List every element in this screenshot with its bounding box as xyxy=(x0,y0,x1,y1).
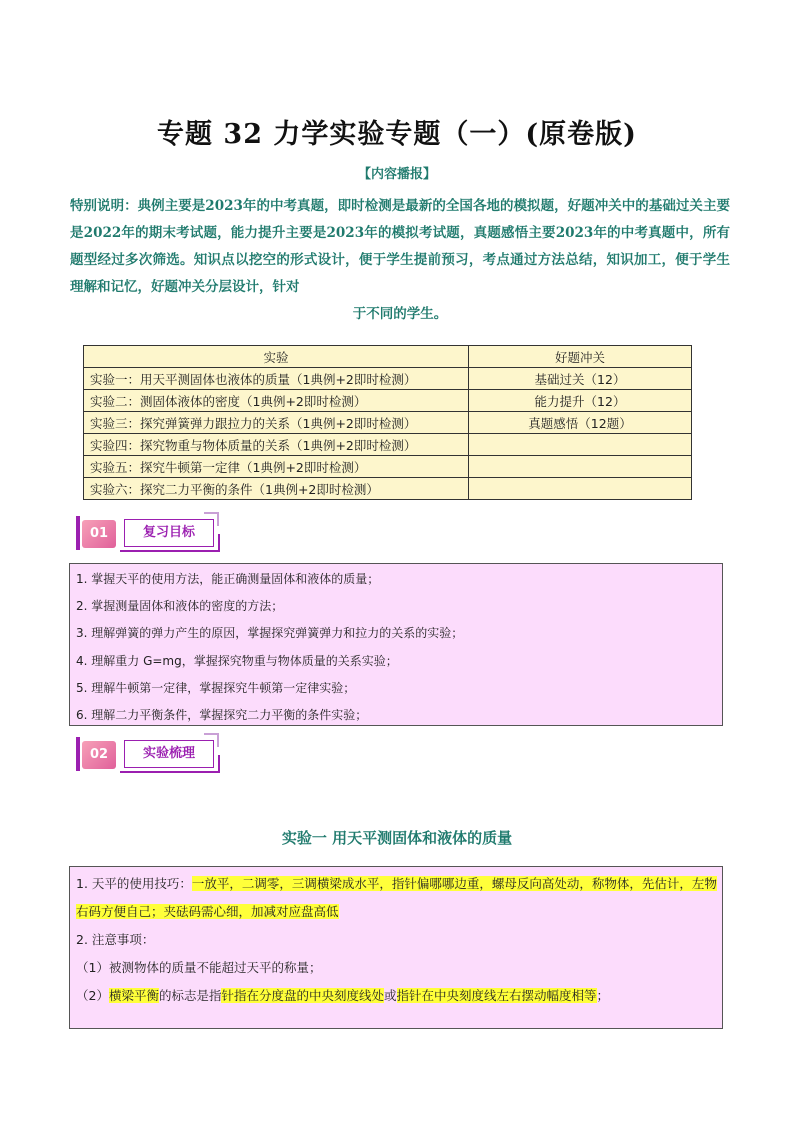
goal-item: 6. 理解二力平衡条件，掌握探究二力平衡的条件实验； xyxy=(76,707,368,722)
note-highlight: 针指在分度盘的中央刻度线处 xyxy=(221,988,384,1003)
balance-tips-line xyxy=(76,870,722,926)
decor-line xyxy=(217,512,219,526)
decor-line xyxy=(120,550,220,552)
section-bar xyxy=(76,516,80,550)
table-cell: 实验四：探究物重与物体质量的关系（1典例+2即时检测） xyxy=(84,434,469,456)
section-number-badge: 01 xyxy=(82,520,116,548)
decor-line xyxy=(217,733,219,747)
goal-item: 5. 理解牛顿第一定律，掌握探究牛顿第一定律实验； xyxy=(76,680,356,695)
table-cell xyxy=(469,456,692,478)
table-cell xyxy=(469,478,692,500)
section-header-review-goals xyxy=(74,512,234,556)
note-text: ； xyxy=(596,988,610,1003)
table-cell: 真题感悟（12题） xyxy=(469,412,692,434)
experiment-table xyxy=(83,345,692,500)
table-cell: 实验三：探究弹簧弹力跟拉力的关系（1典例+2即时检测） xyxy=(84,412,469,434)
tips-prefix: 1. 天平的使用技巧： xyxy=(76,876,192,891)
section-label: 复习目标 xyxy=(124,519,214,547)
table-row xyxy=(84,456,692,478)
table-cell: 实验一：用天平测固体也液体的质量（1典例+2即时检测） xyxy=(84,368,469,390)
table-header-row xyxy=(84,346,692,368)
table-row xyxy=(84,434,692,456)
section-number-badge: 02 xyxy=(82,741,116,769)
intro-paragraph xyxy=(70,193,730,328)
goal-item: 2. 掌握测量固体和液体的密度的方法； xyxy=(76,599,284,614)
section-bar xyxy=(76,737,80,771)
table-header-cell: 好题冲关 xyxy=(469,346,692,368)
note-text: （2） xyxy=(76,988,109,1003)
table-cell: 实验二：测固体液体的密度（1典例+2即时检测） xyxy=(84,390,469,412)
table-row xyxy=(84,368,692,390)
page-title: 专题 32 力学实验专题（一）(原卷版) xyxy=(157,119,637,150)
note-highlight: 横梁平衡 xyxy=(108,988,159,1003)
intro-last-line: 于不同的学生。 xyxy=(352,306,448,322)
decor-line xyxy=(120,771,220,773)
table-header-cell: 实验 xyxy=(84,346,469,368)
section-header-experiment-review xyxy=(74,733,234,777)
table-cell: 基础过关（12） xyxy=(469,368,692,390)
note-item: （1）被测物体的质量不能超过天平的称量； xyxy=(76,960,322,975)
note-item xyxy=(76,982,722,1010)
goal-item: 4. 理解重力 G=mg，掌握探究物重与物体质量的关系实验； xyxy=(76,653,398,668)
table-row xyxy=(84,412,692,434)
table-row xyxy=(84,478,692,500)
decor-line xyxy=(204,512,218,514)
table-cell: 实验六：探究二力平衡的条件（1典例+2即时检测） xyxy=(84,478,469,500)
note-text: 的标志是指 xyxy=(158,988,222,1003)
experiment-one-box xyxy=(69,866,723,1029)
decor-line xyxy=(204,733,218,735)
notes-heading: 2. 注意事项： xyxy=(76,932,155,947)
decor-line xyxy=(218,755,220,773)
section-label: 实验梳理 xyxy=(124,740,214,768)
tips-highlight: 一放平，二调零，三调横梁成水平，指针偏哪哪边重，螺母反向高处动，称物体，先估计，左物右码方便自己；夹砝码需心细，加减对应盘高低 xyxy=(76,876,717,919)
goal-item: 1. 掌握天平的使用方法，能正确测量固体和液体的质量； xyxy=(76,572,380,586)
table-row xyxy=(84,390,692,412)
experiment-one-title: 实验一 用天平测固体和液体的质量 xyxy=(281,829,513,847)
note-text: 或 xyxy=(384,988,397,1003)
decor-line xyxy=(218,534,220,552)
review-goals-box xyxy=(69,563,723,726)
table-cell xyxy=(469,434,692,456)
content-broadcast-heading: 【内容播报】 xyxy=(357,167,436,182)
note-highlight: 指针在中央刻度线左右摆动幅度相等 xyxy=(396,988,597,1003)
goal-item: 3. 理解弹簧的弹力产生的原因，掌握探究弹簧弹力和拉力的关系的实验； xyxy=(76,626,464,641)
table-cell: 实验五：探究牛顿第一定律（1典例+2即时检测） xyxy=(84,456,469,478)
intro-text: 特别说明：典例主要是2023年的中考真题，即时检测是最新的全国各地的模拟题，好题冲关中的基础过关主要是2022年的期末考试题，能力提升主要是2023年的模拟考试题，真题感悟主要2023年的中考真题中，所有题型经过多次筛选。知识点以挖空的形式设计，便于学生提前预习，考点通过方法总结，知识加工，便于学生理解和记忆，好题冲关分层设计，针对 xyxy=(70,198,730,295)
table-cell: 能力提升（12） xyxy=(469,390,692,412)
